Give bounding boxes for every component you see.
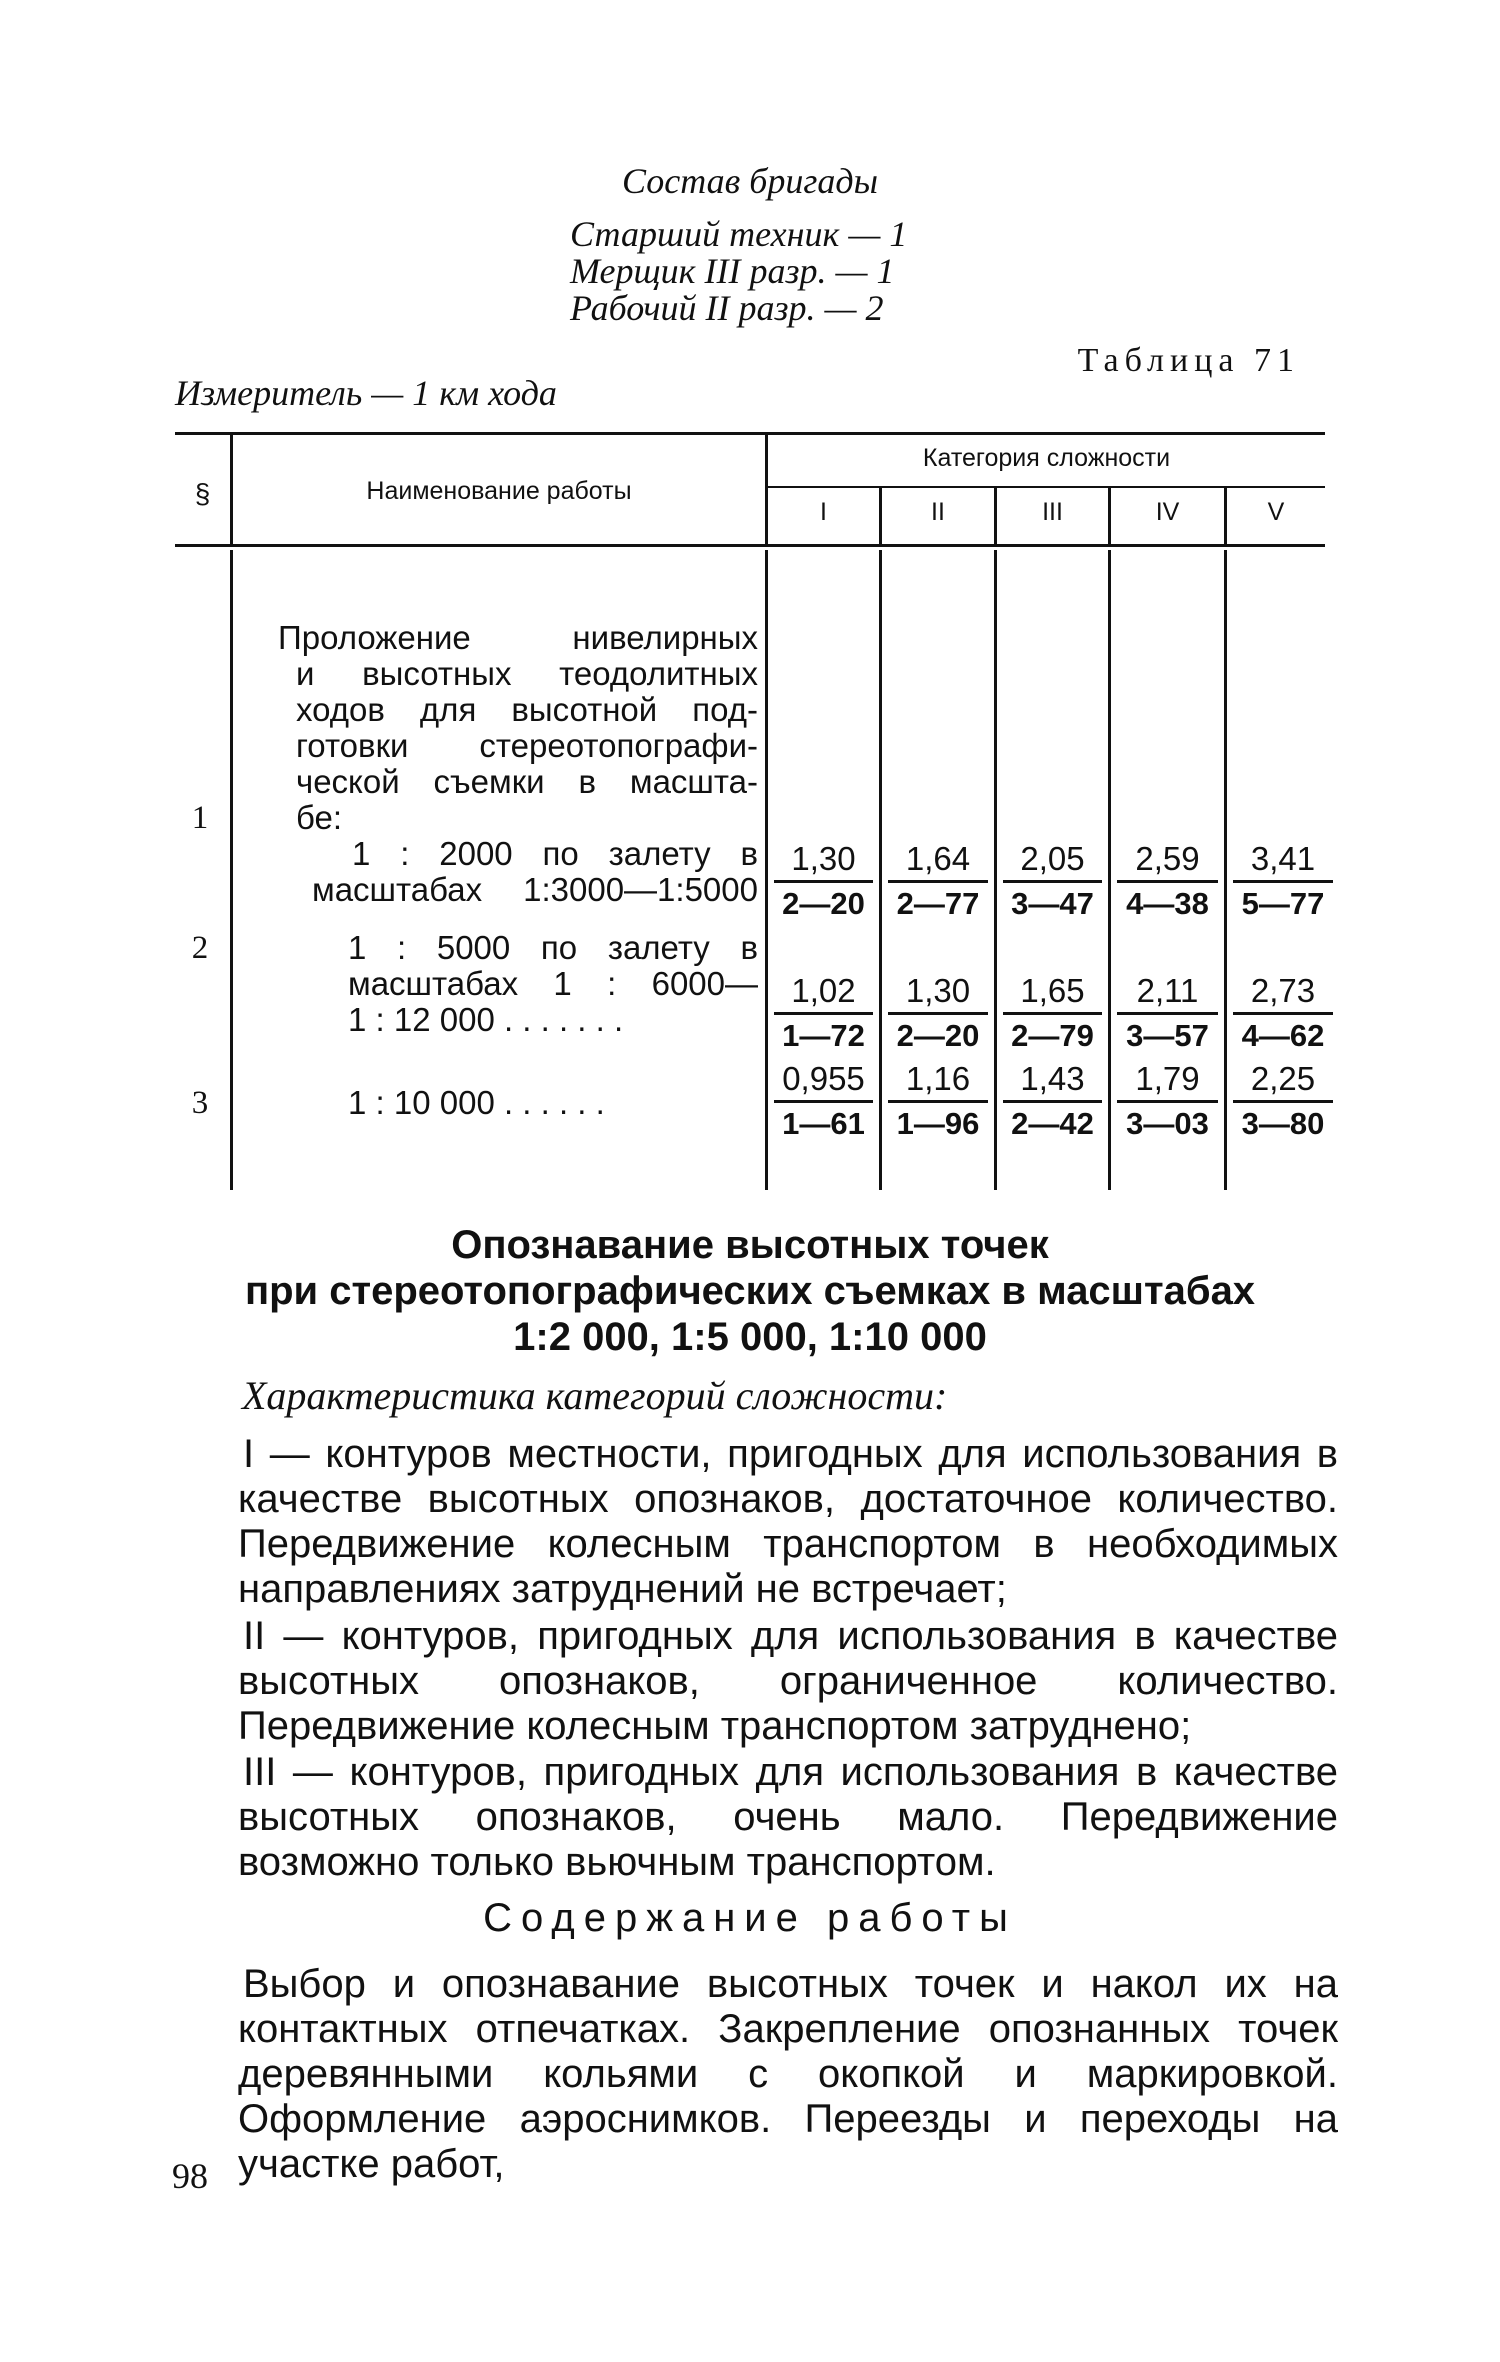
category-ii-description: II — контуров, пригодных для использования в качестве высотных опознаков, ограниченное количество. Передвижение колесным транспортом затруднено; — [238, 1614, 1338, 1748]
crew-member: Мерщик III разр. — 1 — [570, 251, 895, 291]
fraction-bar — [1003, 880, 1102, 883]
description-line: ходов для высотной под- — [296, 691, 758, 728]
value-cell — [997, 1060, 1108, 1143]
value-top: 3,41 — [1250, 840, 1316, 877]
header-category-iv: IV — [1155, 498, 1180, 526]
category-iii-description: III — контуров, пригодных для использования в качестве высотных опознаков, очень мало. Передвижение возможно только вьючным транспортом. — [238, 1750, 1338, 1884]
value-top: 1,02 — [791, 972, 856, 1009]
description-line: ческой съемки в масшта- — [296, 763, 758, 800]
characteristics-title: Характеристика категорий сложности: — [242, 1373, 948, 1418]
value-bottom: 2—79 — [1011, 1018, 1094, 1053]
value-cell — [882, 972, 994, 1055]
header-work-name: Наименование работы — [366, 477, 632, 505]
fraction-bar — [1003, 1100, 1102, 1103]
fraction-bar — [1233, 880, 1333, 883]
value-cell — [1227, 1060, 1339, 1143]
header-category-ii: II — [931, 498, 945, 526]
fraction-bar — [1233, 1012, 1333, 1015]
fraction-bar — [774, 1012, 873, 1015]
heading-line: Опознавание высотных точек — [451, 1223, 1049, 1267]
crew-member: Рабочий II разр. — 2 — [570, 288, 884, 328]
measurement-unit: Измеритель — 1 км хода — [175, 373, 557, 413]
value-cell — [1111, 840, 1224, 923]
value-bottom: 1—96 — [896, 1106, 980, 1141]
header-section-symbol: § — [194, 478, 211, 509]
fraction-bar — [888, 1100, 988, 1103]
value-top: 2,59 — [1135, 840, 1200, 877]
value-cell — [768, 1060, 879, 1143]
fraction-bar — [1117, 1012, 1218, 1015]
value-bottom: 5—77 — [1241, 886, 1325, 921]
value-cell — [997, 840, 1108, 923]
value-cell — [882, 1060, 994, 1143]
value-top: 2,05 — [1020, 840, 1085, 877]
value-cell — [997, 972, 1108, 1055]
table-label: Таблица 71 — [1077, 342, 1300, 379]
header-category-i: I — [820, 498, 827, 526]
value-top: 2,25 — [1250, 1060, 1316, 1097]
fraction-bar — [1117, 1100, 1218, 1103]
description-line: Проложение нивелирных — [278, 619, 758, 656]
row-line: 1 : 5000 по залету в — [348, 929, 758, 966]
heading-line: при стереотопографических съемках в масштабах — [244, 1269, 1256, 1313]
row-number: 1 — [191, 800, 209, 836]
value-top: 1,30 — [791, 840, 856, 877]
value-cell — [1111, 972, 1224, 1055]
value-bottom: 1—72 — [782, 1018, 865, 1053]
value-top: 2,11 — [1136, 972, 1199, 1009]
row-line: масштабах 1 : 6000— — [348, 965, 758, 1002]
value-top: 1,79 — [1135, 1060, 1200, 1097]
header-category: Категория сложности — [922, 444, 1171, 472]
work-description — [278, 620, 758, 836]
table-top-rule — [175, 432, 1325, 435]
fraction-bar — [1003, 1012, 1102, 1015]
crew-member: Старший техник — 1 — [570, 214, 908, 254]
value-bottom: 1—61 — [782, 1106, 865, 1141]
fraction-bar — [888, 880, 988, 883]
page-number: 98 — [172, 2156, 208, 2196]
value-cell — [882, 840, 994, 923]
value-bottom: 2—20 — [896, 1018, 980, 1053]
content-text: Выбор и опознавание высотных точек и накол их на контактных отпечатках. Закрепление опознанных точек деревянными кольями с окопкой и маркировкой. Оформление аэроснимков. Переезды и переходы на участке работ, — [238, 1962, 1338, 2186]
value-bottom: 2—77 — [896, 886, 980, 921]
header-category-iii: III — [1042, 498, 1063, 526]
value-top: 1,64 — [905, 840, 971, 877]
crew-list — [570, 216, 907, 327]
value-cell — [768, 840, 879, 923]
value-cell — [1227, 972, 1339, 1055]
value-top: 1,43 — [1020, 1060, 1085, 1097]
row-1-scale — [312, 836, 758, 908]
row-line: масштабах 1:3000—1:5000 — [312, 871, 758, 908]
value-top: 0,955 — [782, 1060, 865, 1097]
header-category-v: V — [1267, 498, 1285, 526]
value-bottom: 3—47 — [1011, 886, 1094, 921]
description-line: бе: — [296, 799, 343, 836]
value-cell — [1111, 1060, 1224, 1143]
table-divider — [230, 550, 233, 1190]
header-bottom-rule — [175, 544, 1325, 547]
heading-line: 1:2 000, 1:5 000, 1:10 000 — [513, 1315, 987, 1359]
category-i-description: I — контуров местности, пригодных для использования в качестве высотных опознаков, достаточное количество. Передвижение колесным транспортом в необходимых направлениях затруднений не встречает; — [238, 1432, 1338, 1611]
description-line: и высотных теодолитных — [296, 655, 758, 692]
content-title: Содержание работы — [483, 1896, 1017, 1940]
fraction-bar — [1233, 1100, 1333, 1103]
value-bottom: 4—62 — [1241, 1018, 1325, 1053]
value-top: 1,30 — [905, 972, 971, 1009]
row-3-scale — [348, 1085, 758, 1121]
fraction-bar — [774, 880, 873, 883]
fraction-bar — [774, 1100, 873, 1103]
value-bottom: 2—20 — [782, 886, 865, 921]
value-top: 2,73 — [1250, 972, 1316, 1009]
row-line: 1 : 12 000 . . . . . . . — [348, 1001, 624, 1038]
row-line: 1 : 2000 по залету в — [352, 835, 758, 872]
row-number: 3 — [191, 1085, 209, 1121]
value-top: 1,16 — [905, 1060, 971, 1097]
value-bottom: 3—80 — [1241, 1106, 1325, 1141]
value-top: 1,65 — [1020, 972, 1085, 1009]
row-line: 1 : 10 000 . . . . . . — [348, 1084, 605, 1121]
row-2-scale — [348, 930, 758, 1038]
value-bottom: 3—57 — [1126, 1018, 1209, 1053]
category-rule — [765, 486, 1325, 488]
section-heading — [0, 1222, 1500, 1360]
crew-title: Состав бригады — [621, 161, 879, 201]
value-bottom: 3—03 — [1126, 1106, 1209, 1141]
value-bottom: 2—42 — [1011, 1106, 1094, 1141]
row-number: 2 — [191, 930, 209, 966]
description-line: готовки стереотопографи- — [296, 727, 758, 764]
value-bottom: 4—38 — [1126, 886, 1209, 921]
value-cell — [1227, 840, 1339, 923]
value-cell — [768, 972, 879, 1055]
fraction-bar — [1117, 880, 1218, 883]
fraction-bar — [888, 1012, 988, 1015]
